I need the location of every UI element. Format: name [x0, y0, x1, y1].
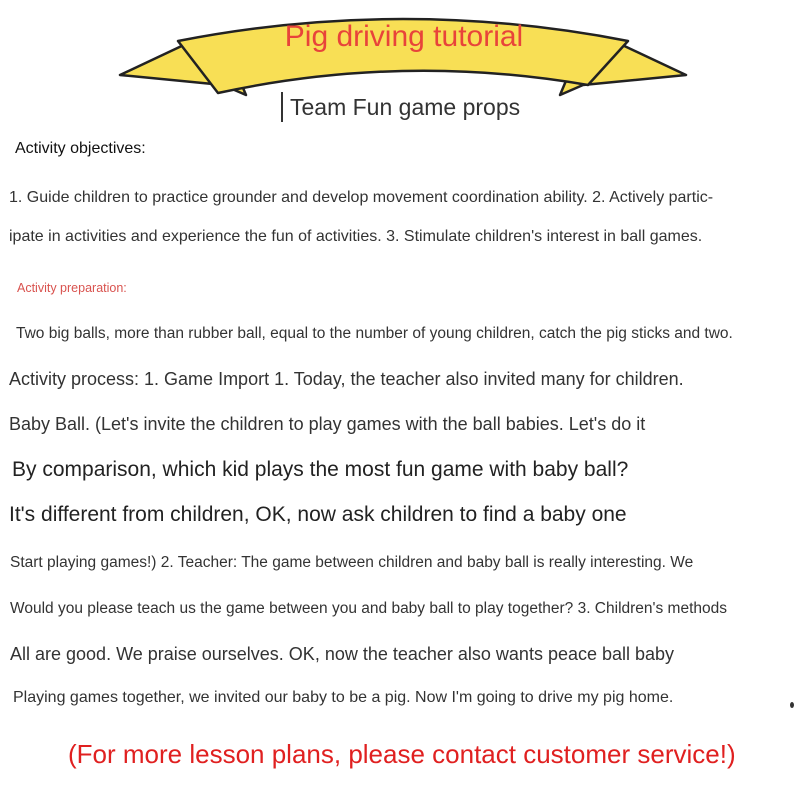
- objectives-heading: Activity objectives:: [15, 140, 146, 157]
- footer-contact-note: (For more lesson plans, please contact customer service!): [68, 739, 736, 769]
- subtitle: Team Fun game props: [290, 94, 521, 120]
- process-line-1: Activity process: 1. Game Import 1. Today, the teacher also invited many for children.: [9, 369, 684, 389]
- banner-title: Pig driving tutorial: [284, 20, 524, 53]
- process-line-2: Baby Ball. (Let's invite the children to play games with the ball babies. Let's do it: [9, 414, 646, 434]
- process-line-8: Playing games together, we invited our baby to be a pig. Now I'm going to drive my pig home.: [13, 689, 674, 706]
- stray-dot: [790, 702, 794, 708]
- preparation-text: Two big balls, more than rubber ball, equal to the number of young children, catch the pig sticks and two.: [16, 325, 733, 342]
- objectives-line-1: 1. Guide children to practice grounder and develop movement coordination ability. 2. Actively partic-: [9, 189, 714, 206]
- process-line-3: By comparison, which kid plays the most fun game with baby ball?: [12, 458, 629, 481]
- preparation-heading: Activity preparation:: [17, 281, 127, 295]
- objectives-line-2: ipate in activities and experience the fun of activities. 3. Stimulate children's interest in ball games.: [9, 228, 703, 245]
- subtitle-divider: [281, 92, 283, 122]
- process-line-5: Start playing games!) 2. Teacher: The game between children and baby ball is really interesting. We: [10, 554, 694, 571]
- process-line-4: It's different from children, OK, now ask children to find a baby one: [9, 503, 627, 526]
- process-line-6: Would you please teach us the game between you and baby ball to play together? 3. Children's methods: [10, 600, 727, 617]
- process-line-7: All are good. We praise ourselves. OK, now the teacher also wants peace ball baby: [10, 644, 675, 664]
